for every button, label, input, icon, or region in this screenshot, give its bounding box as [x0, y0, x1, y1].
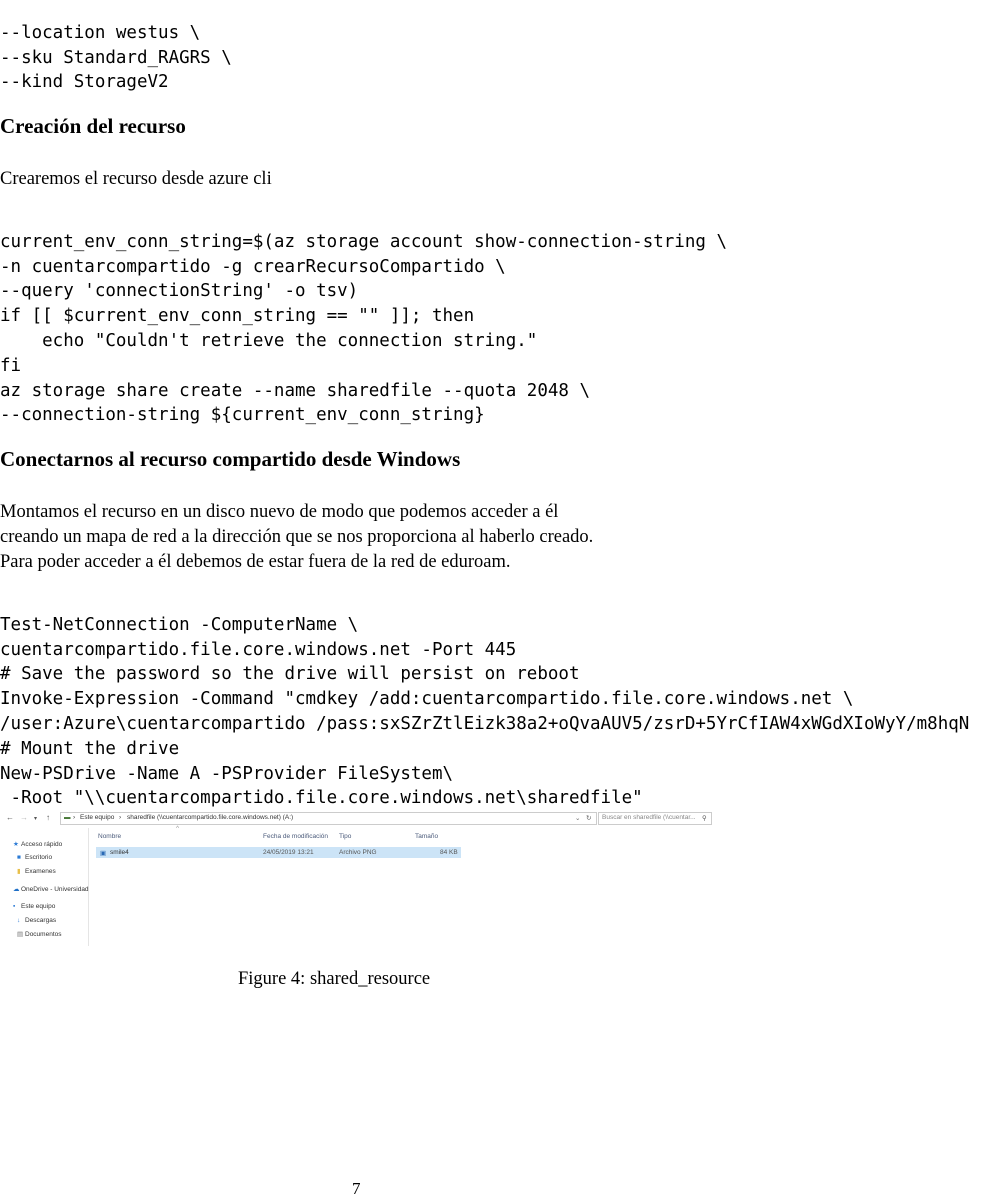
back-arrow-icon[interactable]: ← — [6, 813, 14, 822]
sidebar-item-label: Documentos — [25, 931, 62, 938]
code-line: New-PSDrive -Name A -PSProvider FileSystem\ — [0, 763, 454, 784]
file-type: Archivo PNG — [339, 849, 377, 856]
sort-chevron-icon: ^ — [176, 825, 180, 832]
breadcrumb-item[interactable]: sharedfile (\\cuentarcompartido.file.core.windows.net) (A:) — [127, 814, 294, 821]
code-line: if [[ $current_env_conn_string == "" ]]; then — [0, 306, 475, 327]
figure-caption: Figure 4: shared_resource — [238, 969, 431, 989]
column-header-type[interactable]: Tipo — [339, 833, 352, 840]
code-line: cuentarcompartido.file.core.windows.net -Port 445 — [0, 639, 517, 660]
code-line: # Save the password so the drive will persist on reboot — [0, 664, 580, 685]
code-line: # Mount the drive — [0, 738, 180, 759]
search-input[interactable] — [598, 812, 712, 825]
paragraph-line: creando un mapa de red a la dirección que se nos proporciona al haberlo creado. — [0, 527, 594, 547]
address-bar[interactable] — [60, 812, 597, 825]
search-icon: ⚲ — [702, 815, 707, 822]
explorer-sidebar — [0, 828, 89, 946]
code-line: Invoke-Expression -Command "cmdkey /add:cuentarcompartido.file.core.windows.net \ — [0, 689, 854, 710]
forward-arrow-icon[interactable]: → — [20, 813, 28, 822]
star-icon: ★ — [13, 841, 19, 848]
code-block-connect — [0, 588, 969, 836]
paragraph-line: Para poder acceder a él debemos de estar fuera de la red de eduroam. — [0, 552, 511, 572]
code-line: --connection-string ${current_env_conn_string} — [0, 405, 485, 426]
column-header-name[interactable]: Nombre — [98, 833, 122, 840]
file-size: 84 KB — [440, 849, 458, 856]
folder-icon: ▮ — [17, 868, 21, 875]
drive-icon: ▬ — [64, 814, 71, 821]
code-line: echo "Couldn't retrieve the connection string." — [0, 330, 538, 351]
refresh-icon[interactable]: ↻ — [586, 815, 592, 822]
page-number: 7 — [352, 1179, 361, 1198]
heading-connect: Conectarnos al recurso compartido desde Windows — [0, 447, 461, 471]
code-line: -n cuentarcompartido -g crearRecursoCompartido \ — [0, 256, 506, 277]
download-icon: ↓ — [17, 917, 21, 924]
code-block-creation — [0, 205, 727, 453]
chevron-right-icon: › — [73, 814, 76, 821]
paragraph-line: Montamos el recurso en un disco nuevo de modo que podemos acceder a él — [0, 502, 559, 522]
sidebar-item-downloads[interactable] — [17, 917, 56, 924]
chevron-right-icon: › — [119, 814, 122, 821]
file-date: 24/05/2019 13:21 — [263, 849, 314, 856]
explorer-screenshot — [0, 808, 712, 946]
sidebar-item-label: Este equipo — [21, 903, 56, 910]
explorer-navbar — [0, 810, 712, 824]
code-line: fi — [0, 355, 22, 376]
code-line: --kind StorageV2 — [0, 72, 169, 93]
chevron-down-icon[interactable]: ▾ — [34, 816, 38, 822]
code-line: -Root "\\cuentarcompartido.file.core.windows.net\sharedfile" — [0, 788, 643, 809]
column-header-date[interactable]: Fecha de modificación — [263, 833, 329, 840]
cloud-icon: ☁ — [13, 886, 20, 893]
code-line: current_env_conn_string=$(az storage account show-connection-string \ — [0, 231, 727, 252]
sidebar-item-examenes[interactable] — [17, 867, 56, 875]
breadcrumb-item[interactable]: Este equipo — [80, 814, 115, 821]
sidebar-item-label: Examenes — [25, 868, 56, 875]
desktop-icon: ■ — [17, 854, 21, 861]
code-line: --sku Standard_RAGRS \ — [0, 47, 232, 68]
column-header-size[interactable]: Tamaño — [415, 833, 439, 840]
image-file-icon: ▣ — [100, 850, 107, 857]
chevron-down-icon[interactable]: ⌄ — [575, 815, 581, 822]
up-arrow-icon[interactable]: ↑ — [46, 813, 50, 822]
document-icon: ▤ — [17, 931, 24, 938]
sidebar-item-label: Acceso rápido — [21, 841, 63, 848]
code-line: --location westus \ — [0, 22, 201, 43]
sidebar-item-this-pc[interactable] — [13, 903, 55, 910]
sidebar-item-label: OneDrive - Universidad — [21, 886, 89, 893]
sidebar-item-documents[interactable] — [17, 930, 62, 938]
search-placeholder: Buscar en sharedfile (\\cuentar... — [602, 814, 696, 821]
code-line: /user:Azure\cuentarcompartido /pass:sxSZrZtlEizk38a2+oQvaAUV5/zsrD+5YrCfIAW4xWGdXIoWyY/m8hqN — [0, 713, 970, 734]
computer-icon: ▪ — [13, 903, 16, 910]
sidebar-item-label: Descargas — [25, 917, 57, 924]
paragraph-connect — [0, 500, 593, 575]
sidebar-item-desktop[interactable] — [17, 854, 52, 861]
sidebar-item-onedrive[interactable] — [13, 885, 89, 893]
code-line: az storage share create --name sharedfile --quota 2048 \ — [0, 380, 591, 401]
sidebar-item-label: Escritorio — [25, 854, 53, 861]
file-name[interactable]: smile4 — [110, 849, 129, 856]
heading-creation: Creación del recurso — [0, 114, 186, 138]
code-block-top — [0, 0, 232, 120]
paragraph-creation: Crearemos el recurso desde azure cli — [0, 169, 272, 189]
code-line: Test-NetConnection -ComputerName \ — [0, 614, 359, 635]
code-line: --query 'connectionString' -o tsv) — [0, 281, 359, 302]
sidebar-item-quick-access[interactable] — [13, 840, 62, 848]
